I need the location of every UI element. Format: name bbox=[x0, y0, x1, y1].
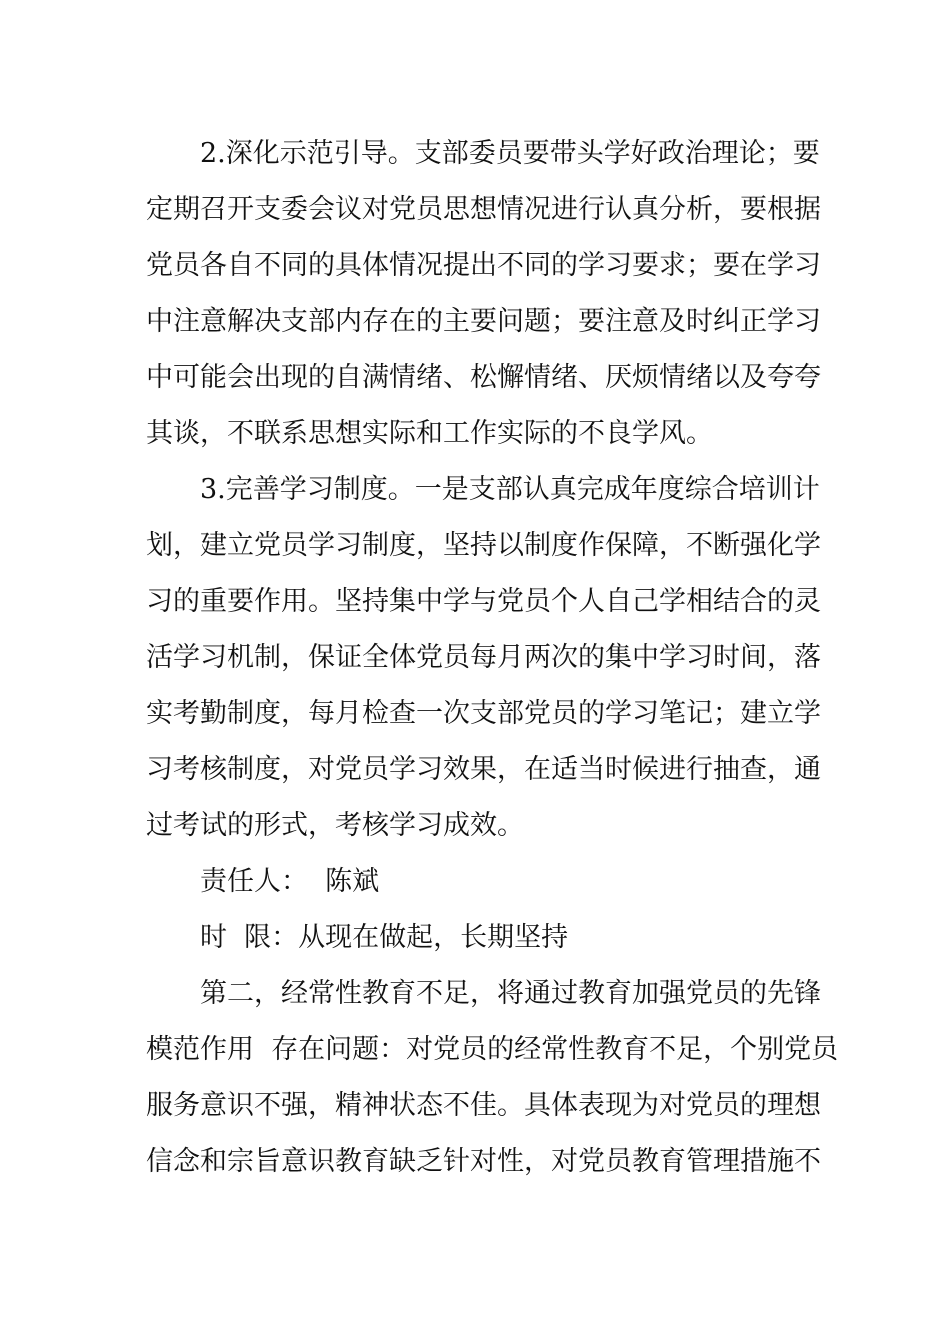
text-line: 信念和宗旨意识教育缺乏针对性，对党员教育管理措施不 bbox=[146, 1146, 821, 1177]
text-line: 中可能会出现的自满情绪、松懈情绪、厌烦情绪以及夸夸 bbox=[146, 362, 821, 393]
text-line: 定期召开支委会议对党员思想情况进行认真分析，要根据 bbox=[146, 194, 821, 225]
text-line: 中注意解决支部内存在的主要问题；要注意及时纠正学习 bbox=[146, 306, 821, 337]
text-line: 2.深化示范引导。支部委员要带头学好政治理论；要 bbox=[200, 138, 820, 169]
document-body bbox=[146, 126, 839, 1190]
text-line: 过考试的形式，考核学习成效。 bbox=[146, 810, 524, 841]
time-limit-line: 时 限：从现在做起，长期坚持 bbox=[200, 922, 569, 953]
text-line: 习的重要作用。坚持集中学与党员个人自己学相结合的灵 bbox=[146, 586, 821, 617]
text-line: 党员各自不同的具体情况提出不同的学习要求；要在学习 bbox=[146, 250, 821, 281]
responsible-person-line: 责任人： 陈斌 bbox=[200, 866, 380, 897]
text-line: 习考核制度，对党员学习效果，在适当时候进行抽查，通 bbox=[146, 754, 821, 785]
text-line: 模范作用 存在问题：对党员的经常性教育不足，个别党员 bbox=[146, 1034, 839, 1065]
text-line: 3.完善学习制度。一是支部认真完成年度综合培训计 bbox=[200, 474, 820, 505]
text-line: 服务意识不强，精神状态不佳。具体表现为对党员的理想 bbox=[146, 1090, 821, 1121]
text-line: 第二，经常性教育不足，将通过教育加强党员的先锋 bbox=[200, 978, 821, 1009]
text-line: 其谈，不联系思想实际和工作实际的不良学风。 bbox=[146, 418, 713, 449]
text-line: 划，建立党员学习制度，坚持以制度作保障，不断强化学 bbox=[146, 530, 821, 561]
text-line: 活学习机制，保证全体党员每月两次的集中学习时间，落 bbox=[146, 642, 821, 673]
text-line: 实考勤制度，每月检查一次支部党员的学习笔记；建立学 bbox=[146, 698, 821, 729]
